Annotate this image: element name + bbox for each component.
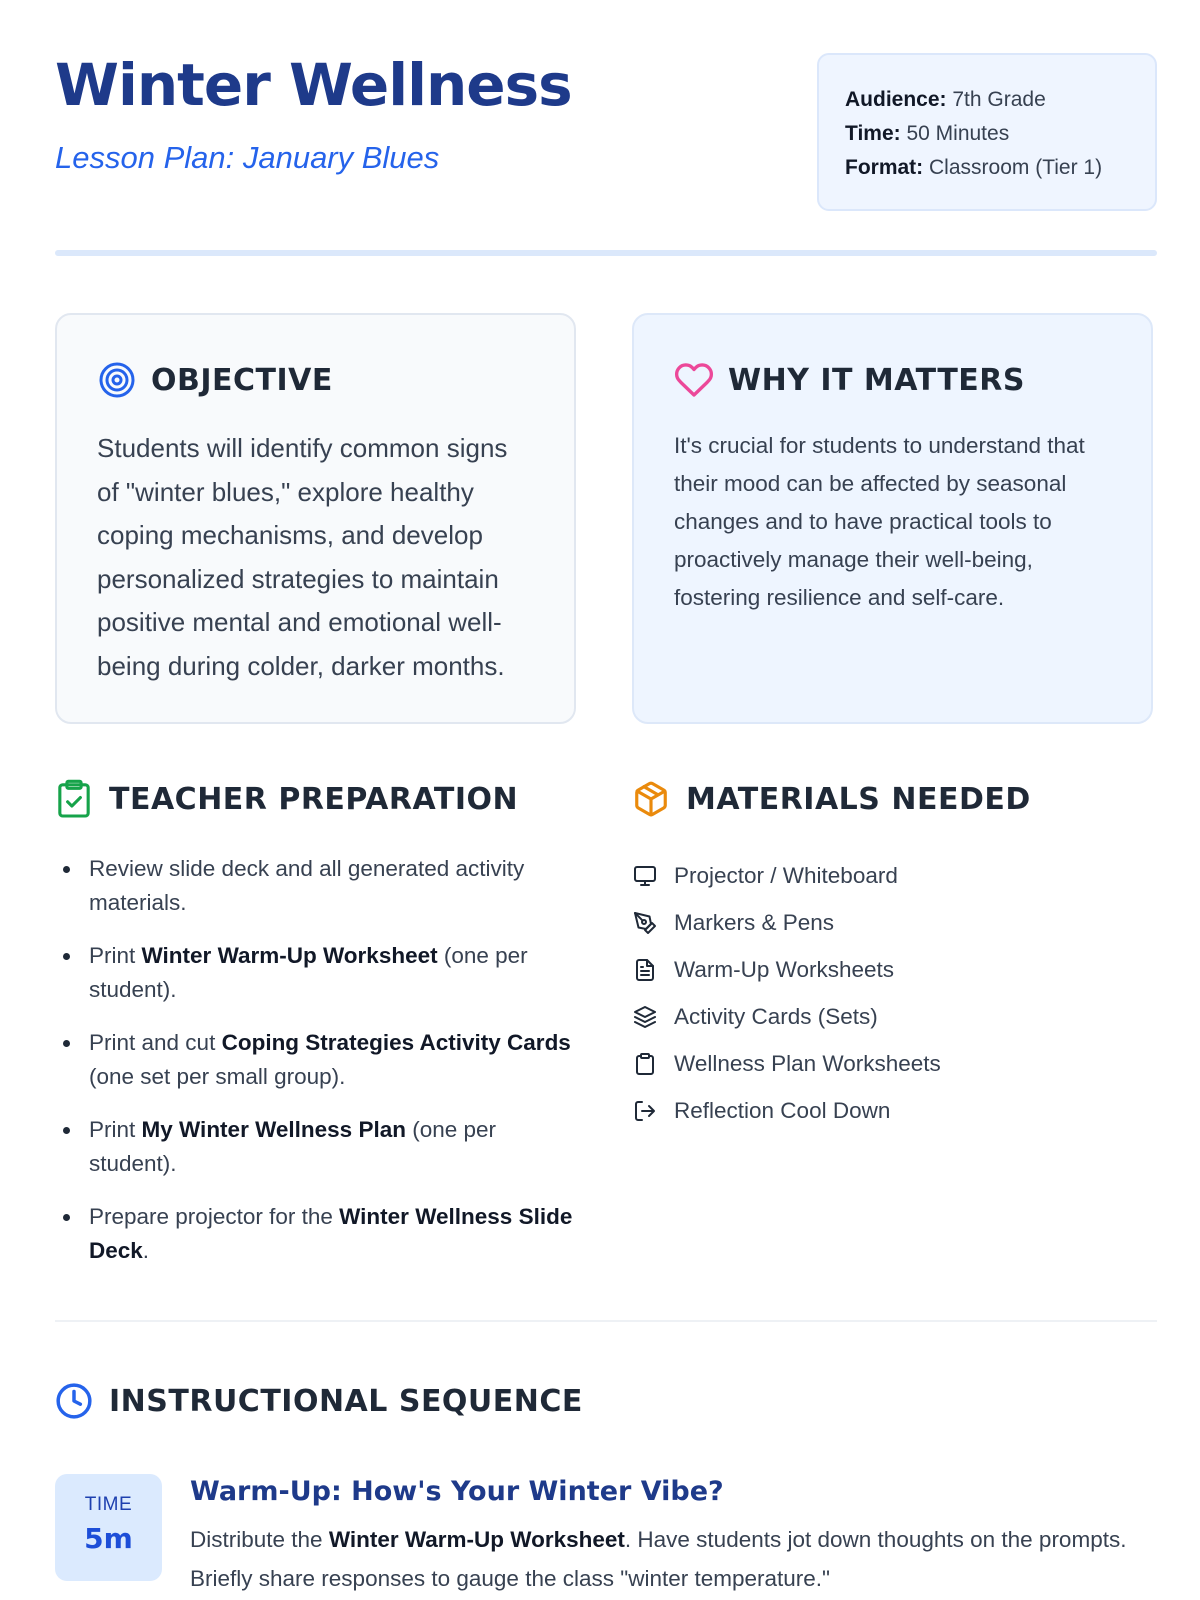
- material-label: Markers & Pens: [674, 909, 835, 935]
- item-text: Print: [89, 1117, 142, 1142]
- pen-tool-icon: [632, 910, 658, 936]
- material-label: Projector / Whiteboard: [674, 862, 898, 888]
- info-format: [845, 151, 1129, 185]
- sequence-heading: INSTRUCTIONAL SEQUENCE: [109, 1383, 583, 1419]
- info-time: [845, 117, 1129, 151]
- preparation-heading: TEACHER PREPARATION: [109, 781, 519, 817]
- header: [55, 50, 1157, 220]
- item-text: Prepare projector for the: [89, 1204, 340, 1229]
- material-label: Activity Cards (Sets): [674, 1003, 878, 1029]
- list-item: [632, 993, 1157, 1040]
- layers-icon: [632, 1004, 658, 1030]
- instructional-sequence-section: [55, 1378, 1157, 1591]
- item-bold-text: Winter Wellness Slide Deck: [89, 1204, 573, 1263]
- step-bold-text: Winter Warm-Up Worksheet: [328, 1527, 625, 1552]
- file-text-icon: [632, 957, 658, 983]
- list-item: [632, 1087, 1157, 1134]
- item-bold-text: Winter Warm-Up Worksheet: [141, 943, 438, 968]
- package-icon: [632, 779, 670, 819]
- why-it-matters-card: [632, 313, 1153, 724]
- list-item: [632, 946, 1157, 993]
- why-heading-row: [674, 355, 1111, 405]
- time-label: TIME: [84, 1494, 133, 1515]
- item-text: Review slide deck and all generated activity materials.: [89, 856, 525, 915]
- list-item: [55, 1113, 575, 1181]
- list-item: [55, 1026, 575, 1094]
- step-text: Distribute the: [190, 1527, 329, 1552]
- info-value: 50 Minutes: [900, 122, 1010, 145]
- sequence-heading-row: [55, 1378, 1157, 1424]
- material-label: Wellness Plan Worksheets: [674, 1050, 941, 1076]
- info-value: 7th Grade: [946, 88, 1046, 111]
- objective-heading-row: [97, 355, 534, 405]
- material-label: Warm-Up Worksheets: [674, 956, 895, 982]
- list-item: [55, 939, 575, 1007]
- item-text: Print: [89, 943, 142, 968]
- clock-icon: [55, 1381, 93, 1421]
- lesson-info-box: [817, 53, 1157, 211]
- time-value: 5m: [84, 1522, 133, 1555]
- item-bold-text: Coping Strategies Activity Cards: [221, 1030, 571, 1055]
- why-text: It's crucial for students to understand that their mood can be affected by seasonal changes and to have practical tools to proactively manage their well-being, fostering resilience and self-care.: [674, 433, 1085, 610]
- heart-icon: [674, 360, 714, 400]
- info-label: Format:: [845, 156, 924, 179]
- preparation-list: [55, 852, 575, 1268]
- clipboard-check-icon: [55, 779, 93, 819]
- objective-card: [55, 313, 576, 724]
- step-text: . Have students jot down thoughts on the prompts. Briefly share responses to gauge the class "winter temperature.": [190, 1527, 1127, 1591]
- header-divider: [55, 250, 1157, 256]
- target-icon: [97, 360, 137, 400]
- objective-heading: OBJECTIVE: [151, 362, 333, 398]
- page-title: Winter Wellness: [55, 51, 572, 119]
- teacher-preparation-section: [55, 776, 575, 1287]
- list-item: [55, 852, 575, 920]
- objective-text: Students will identify common signs of "winter blues," explore healthy coping mechanisms, and develop personalized strategies to maintain positive mental and emotional well-being during colder, darker months.: [97, 433, 508, 681]
- info-label: Audience:: [845, 88, 947, 111]
- item-text: Print and cut: [89, 1030, 222, 1055]
- material-label: Reflection Cool Down: [674, 1097, 891, 1123]
- info-audience: [845, 83, 1129, 117]
- info-value: Classroom (Tier 1): [923, 156, 1103, 179]
- item-text: .: [142, 1238, 150, 1263]
- preparation-heading-row: [55, 776, 575, 822]
- item-text: (one per student).: [89, 943, 528, 1002]
- item-bold-text: My Winter Wellness Plan: [141, 1117, 406, 1142]
- page-subtitle: Lesson Plan: January Blues: [55, 140, 440, 175]
- section-divider: [55, 1320, 1157, 1322]
- clipboard-icon: [632, 1051, 658, 1077]
- materials-heading-row: [632, 776, 1157, 822]
- why-heading: WHY IT MATTERS: [728, 362, 1025, 398]
- item-text: (one per student).: [89, 1117, 497, 1176]
- list-item: [632, 1040, 1157, 1087]
- materials-heading: MATERIALS NEEDED: [686, 781, 1031, 817]
- monitor-icon: [632, 863, 658, 889]
- list-item: [632, 852, 1157, 899]
- step-body: [190, 1474, 1157, 1598]
- step-description: [190, 1520, 1157, 1598]
- item-text: (one set per small group).: [89, 1064, 346, 1089]
- info-label: Time:: [845, 122, 901, 145]
- step-title: Warm-Up: How's Your Winter Vibe?: [190, 1476, 724, 1507]
- list-item: [55, 1200, 575, 1268]
- log-out-icon: [632, 1098, 658, 1124]
- materials-list: [632, 852, 1157, 1134]
- step-time-badge: [55, 1474, 162, 1581]
- materials-section: [632, 776, 1157, 1134]
- list-item: [632, 899, 1157, 946]
